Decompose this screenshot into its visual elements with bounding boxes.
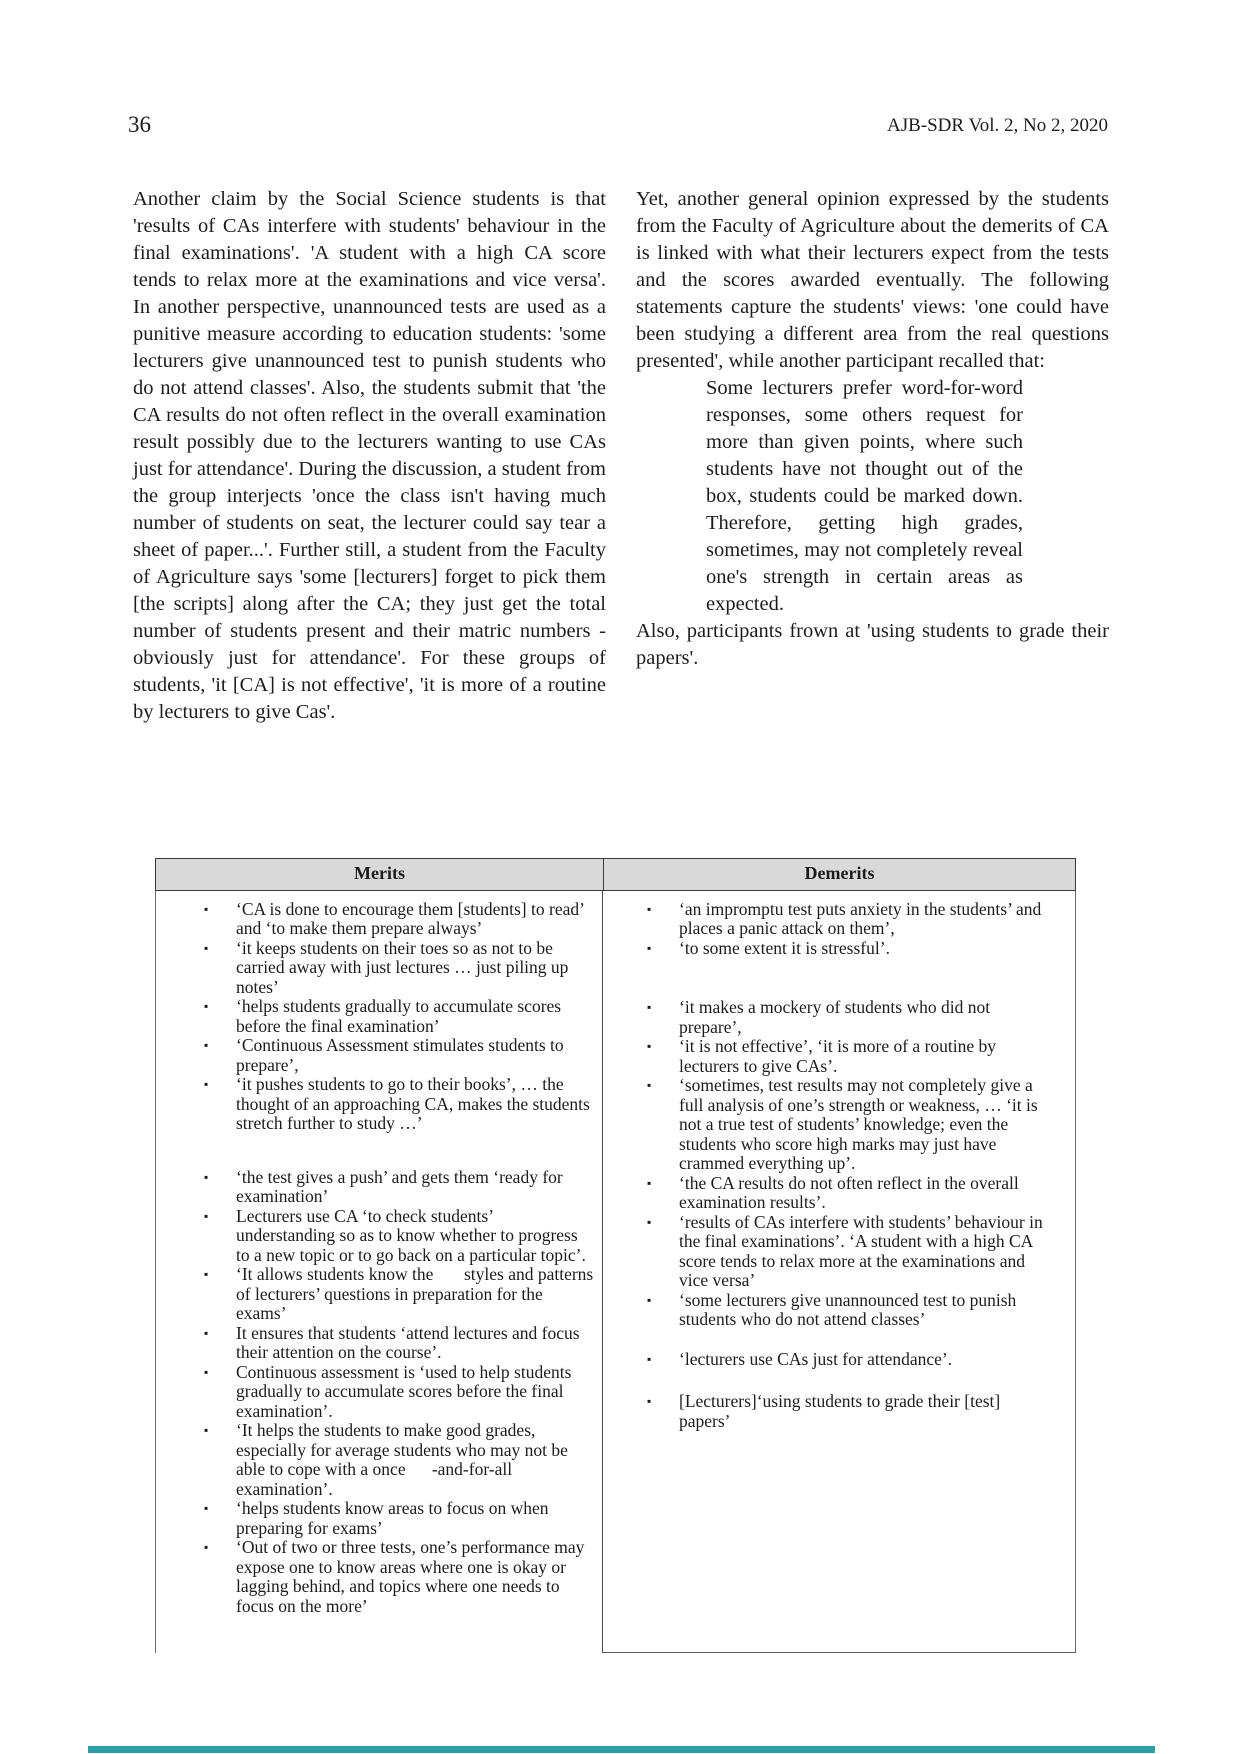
bullet-text: ‘It helps the students to make good grades, especially for average students who may not be able to cope with a once -and-for-all examination’. [236,1420,568,1499]
table-bullet-item [647,1392,1051,1431]
bullet-text: ‘results of CAs interfere with students’ behaviour in the final examinations’. ‘A student with a high CA score tends to relax more at the examinations and vice versa’ [679,1211,1043,1290]
square-bullet-icon: ▪ [647,1000,652,1014]
square-bullet-icon: ▪ [204,901,209,916]
bullet-text: ‘it keeps students on their toes so as not to be carried away with just lectures … just piling up notes’ [236,937,569,997]
table-bullet-item [647,900,1051,939]
square-bullet-icon: ▪ [647,1214,652,1229]
bullet-text: ‘sometimes, test results may not completely give a full analysis of one’s strength or weakness, … ‘it is not a true test of students’ knowledge; even the students who score high marks may just have crammed everything up’. [679,1075,1038,1173]
table-bullet-item [204,1168,594,1207]
bullet-text: Lecturers use CA ‘to check students’ understanding so as to know whether to progress to a new topic or to go back on a particular topic’. [236,1205,586,1265]
bullet-text: It ensures that students ‘attend lectures and focus their attention on the course’. [236,1322,580,1362]
table-bullet-item [204,1036,594,1075]
demerits-cell [602,891,1076,1653]
bullet-text: ‘some lecturers give unannounced test to punish students who do not attend classes’ [679,1289,1017,1329]
square-bullet-icon: ▪ [204,940,209,955]
square-bullet-icon: ▪ [647,1078,652,1092]
square-bullet-icon: ▪ [204,1325,209,1340]
bullet-text: ‘It allows students know the styles and patterns of lecturers’ questions in preparation for the exams’ [236,1264,594,1323]
square-bullet-icon: ▪ [204,1038,209,1052]
table-bullet-item [204,1363,594,1422]
bullet-text: ‘helps students know areas to focus on when preparing for exams’ [236,1498,549,1538]
page-number: 36 [128,112,151,137]
square-bullet-icon: ▪ [647,1351,652,1366]
right-column-paragraph-2: Also, participants frown at 'using students to grade their papers'. [636,620,1109,669]
square-bullet-icon: ▪ [204,999,209,1013]
table-bullet-item [647,939,1051,959]
table-header-row [155,858,1076,891]
table-bullet-item [647,1213,1051,1291]
square-bullet-icon: ▪ [647,940,652,955]
table-bullet-item [647,1350,1051,1370]
table-bullet-item [204,1499,594,1538]
bullet-text: ‘lecturers use CAs just for attendance’. [679,1348,953,1369]
square-bullet-icon: ▪ [647,1292,652,1307]
table-bullet-item [204,1538,594,1616]
bullet-text: Continuous assessment is ‘used to help students gradually to accumulate scores before the final examination’. [236,1361,572,1421]
bullet-text: [Lecturers]‘using students to grade their [test] papers’ [679,1391,1001,1431]
table-bullet-item [204,900,594,939]
table-bullet-item [204,1421,594,1499]
two-column-body [133,186,1109,726]
table-bullet-item [647,998,1051,1037]
bullet-text: ‘to some extent it is stressful’. [679,937,890,958]
bullet-text: ‘Out of two or three tests, one’s performance may expose one to know areas where one is okay or lagging behind, and topics where one needs to focus on the more’ [236,1537,585,1616]
square-bullet-icon: ▪ [204,1208,209,1223]
table-bullet-item [647,1037,1051,1076]
square-bullet-icon: ▪ [647,901,652,916]
table-header-merits: Merits [354,863,405,883]
right-column [636,186,1109,726]
bullet-text: ‘it pushes students to go to their books’, … the thought of an approaching CA, makes the students stretch further to study …’ [236,1074,590,1133]
square-bullet-icon: ▪ [647,1394,652,1408]
merits-demerits-table [155,858,1076,1653]
bullet-text: ‘the CA results do not often reflect in the overall examination results’. [679,1172,1019,1212]
journal-header: AJB-SDR Vol. 2, No 2, 2020 [886,115,1108,136]
right-column-paragraph-1: Yet, another general opinion expressed by the students from the Faculty of Agriculture about the demerits of CA is linked with what their lecturers expect from the tests and the scores awarded eventually. The following statements capture the students' views: 'one could have been studying a different area from the real questions presented', while another participant recalled that: [636,188,1109,372]
footer-accent-bar [88,1746,1155,1753]
table-bullet-item [647,1291,1051,1330]
block-quote: Some lecturers prefer word-for-word responses, some others request for more than given points, where such students have not thought out of the box, students could be marked down. Therefore, getting high grades, sometimes, may not completely reveal one's strength in certain areas as expected. [706,377,1023,615]
table-body-row [155,891,1076,1653]
left-column-paragraph: Another claim by the Social Science students is that 'results of CAs interfere with students' behaviour in the final examinations'. 'A student with a high CA score tends to relax more at the examinations and vice versa'. In another perspective, unannounced tests are used as a punitive measure according to education students: 'some lecturers give unannounced test to punish students who do not attend classes'. Also, the students submit that 'the CA results do not often reflect in the overall examination result possibly due to the lecturers wanting to use CAs just for attendance'. During the discussion, a student from the group interjects 'once the class isn't having much number of students on seat, the lecturer could say tear a sheet of paper...'. Further still, a student from the Faculty of Agriculture says 'some [lecturers] forget to pick them [the scripts] along after the CA; they just get the total number of students present and their matric numbers - obviously just for attendance'. For these groups of students, 'it [CA] is not effective', 'it is more of a routine by lecturers to give Cas'. [133,188,606,723]
table-bullet-item [647,1174,1051,1213]
bullet-text: ‘it is not effective’, ‘it is more of a routine by lecturers to give CAs’. [679,1036,997,1076]
square-bullet-icon: ▪ [647,1175,652,1190]
bullet-text: ‘helps students gradually to accumulate scores before the final examination’ [236,996,562,1036]
bullet-text: ‘an impromptu test puts anxiety in the students’ and places a panic attack on them’, [679,898,1042,938]
bullet-text: ‘CA is done to encourage them [students] to read’ and ‘to make them prepare always’ [236,898,584,938]
bullet-text: ‘Continuous Assessment stimulates students to prepare’, [236,1035,564,1075]
square-bullet-icon: ▪ [204,1501,209,1515]
merits-cell [155,891,602,1653]
left-column [133,186,606,726]
square-bullet-icon: ▪ [204,1540,209,1554]
table-header-demerits: Demerits [603,859,1075,890]
table-bullet-item [204,1207,594,1266]
table-bullet-item [204,1265,594,1324]
table-bullet-item [647,1076,1051,1174]
bullet-text: ‘the test gives a push’ and gets them ‘ready for examination’ [236,1166,563,1206]
square-bullet-icon: ▪ [204,1169,209,1184]
table-bullet-item [204,997,594,1036]
square-bullet-icon: ▪ [204,1077,209,1091]
square-bullet-icon: ▪ [204,1364,209,1379]
square-bullet-icon: ▪ [204,1267,209,1281]
bullet-text: ‘it makes a mockery of students who did not prepare’, [679,997,991,1037]
table-bullet-item [204,1075,594,1134]
table-bullet-item [204,939,594,998]
table-bullet-item [204,1324,594,1363]
square-bullet-icon: ▪ [204,1423,209,1437]
square-bullet-icon: ▪ [647,1039,652,1053]
